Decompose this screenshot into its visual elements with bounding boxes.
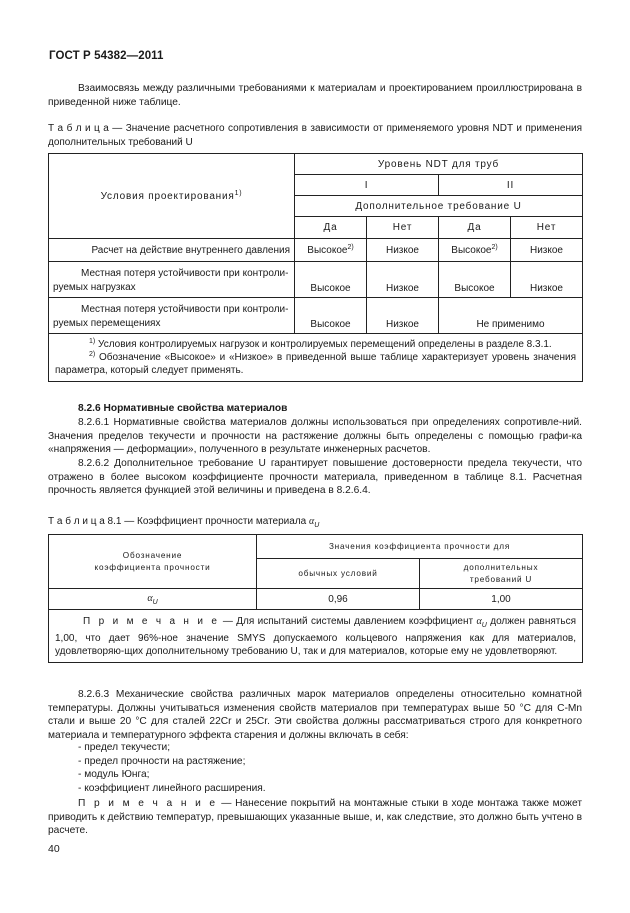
table2-symbol-cell: $\alpha_U$ <box>49 589 257 610</box>
table2-value-additional: 1,00 <box>420 589 583 610</box>
table1-cell: Высокое <box>295 298 367 334</box>
table1 <box>48 153 583 382</box>
list-item: - модуль Юнга; <box>78 769 150 780</box>
table2-head-values: Значения коэффициента прочности для <box>257 535 583 559</box>
table1-cell: Высокое$^{2)}$ <box>295 239 367 262</box>
document-header: ГОСТ Р 54382—2011 <box>49 50 164 62</box>
table2 <box>48 534 583 663</box>
table1-footnotes <box>49 334 583 382</box>
table1-caption-prefix: Т а б л и ц а <box>48 123 109 134</box>
table1-level-2: II <box>439 175 583 196</box>
paragraph-8-2-6-1: 8.2.6.1 Нормативные свойства материалов должны использоваться при определениях сопротивле-ний. Значения пределов текучести и прочности на растяжение должны быть определены с помощью графи-ка «напряжения — деформации», полученного в результате инженерных расчетов. <box>48 417 582 455</box>
list-item: - коэффициент линейного расширения. <box>78 782 266 794</box>
list-item: - предел текучести; <box>78 742 171 753</box>
table1-row-label: Местная потеря устойчивости при контроли- руемых перемещениях <box>49 298 295 334</box>
table1-caption-text: — Значение расчетного сопротивления в зависимости от применяемого уровня NDT и применения дополнительных требований U <box>48 123 582 148</box>
table1-cell: Высокое <box>295 262 367 298</box>
table1-cell: Низкое <box>511 262 583 298</box>
table1-no-1: Нет <box>367 217 439 239</box>
paragraph-8-2-6-3: 8.2.6.3 Механические свойства различных марок материалов определены относительно комнатной температуры. Должны учитываться изменения свойств материалов при температурах выше 50 °С для C-Mn стали и выше 20 °С для сталей 22Cr и 25Cr. Эти свойства должны рассматриваться строго для конкретного материала и температурного эффекта старения и должны включать в себя: <box>48 689 582 741</box>
properties-list <box>78 741 266 795</box>
paragraph-8-2-6-2: 8.2.6.2 Дополнительное требование U гарантирует повышение достоверности предела текучести, что отражено в более высоком коэффициенте прочности материала, приведенном в таблице 8.1. Расчетная прочность является функцией этой величины и приведена в 8.2.6.4. <box>48 458 582 496</box>
table1-level-1: I <box>295 175 439 196</box>
table1-yes-2: Да <box>439 217 511 239</box>
note-8-2-6-3: П р и м е ч а н и е — Нанесение покрытий на монтажные стыки в ходе монтажа также может приводить к действию температур, превышающих указанные выше, и, как следствие, это должно быть учтено в расчете. <box>48 798 582 836</box>
table2-caption: Т а б л и ц а 8.1 — Коэффициент прочности материала $\alpha_U$ <box>48 516 320 529</box>
table1-caption <box>48 122 582 149</box>
table1-row-label: Расчет на действие внутреннего давления <box>49 239 295 262</box>
table1-footnote-2: $^{2)}$ Обозначение «Высокое» и «Низкое» в приведенной выше таблице характеризует уровень значения параметра, который следует применять. <box>55 351 577 376</box>
table1-footnote-1: $^{1)}$ Условия контролируемых нагрузок и контролируемых перемещений определены в разделе 8.3.1. <box>89 338 552 350</box>
table2-head-additional: дополнительных требований U <box>420 559 583 589</box>
table2-value-normal: 0,96 <box>257 589 420 610</box>
table1-cell: Низкое <box>367 262 439 298</box>
table1-cell: Низкое <box>367 239 439 262</box>
table1-cell: Высокое <box>439 262 511 298</box>
table1-row-label: Местная потеря устойчивости при контроли- руемых нагрузках <box>49 262 295 298</box>
table1-head-conditions: Условия проектирования$^{1)}$ <box>49 154 295 239</box>
table1-no-2: Нет <box>511 217 583 239</box>
list-item: - предел прочности на растяжение; <box>78 755 246 767</box>
table2-head-normal: обычных условий <box>257 559 420 589</box>
table2-note: П р и м е ч а н и е — Для испытаний системы давлением коэффициент $\alpha_U$ должен равняться 1,00, что дает 96%-ное значение SMYS допускаемого кольцевого напряжения как для материалов, удовлетворяю-щих дополнительному требованию U, так и для материалов, которые ему не удовлетворяют. <box>49 610 583 663</box>
table2-head-designation: Обозначение коэффициента прочности <box>49 535 257 589</box>
table1-cell: Низкое <box>367 298 439 334</box>
table1-cell: Низкое <box>511 239 583 262</box>
table1-yes-1: Да <box>295 217 367 239</box>
intro-paragraph: Взаимосвязь между различными требованиями к материалам и проектированием проиллюстрирована в приведенной ниже таблице. <box>48 83 582 108</box>
table1-cell: Высокое$^{2)}$ <box>439 239 511 262</box>
table1-head-additional: Дополнительное требование U <box>295 196 583 217</box>
table1-head-ndt: Уровень NDT для труб <box>295 154 583 175</box>
page-number: 40 <box>48 843 60 855</box>
section-8-2-6-title: 8.2.6 Нормативные свойства материалов <box>78 403 288 414</box>
table1-cell-merged: Не применимо <box>439 298 583 334</box>
